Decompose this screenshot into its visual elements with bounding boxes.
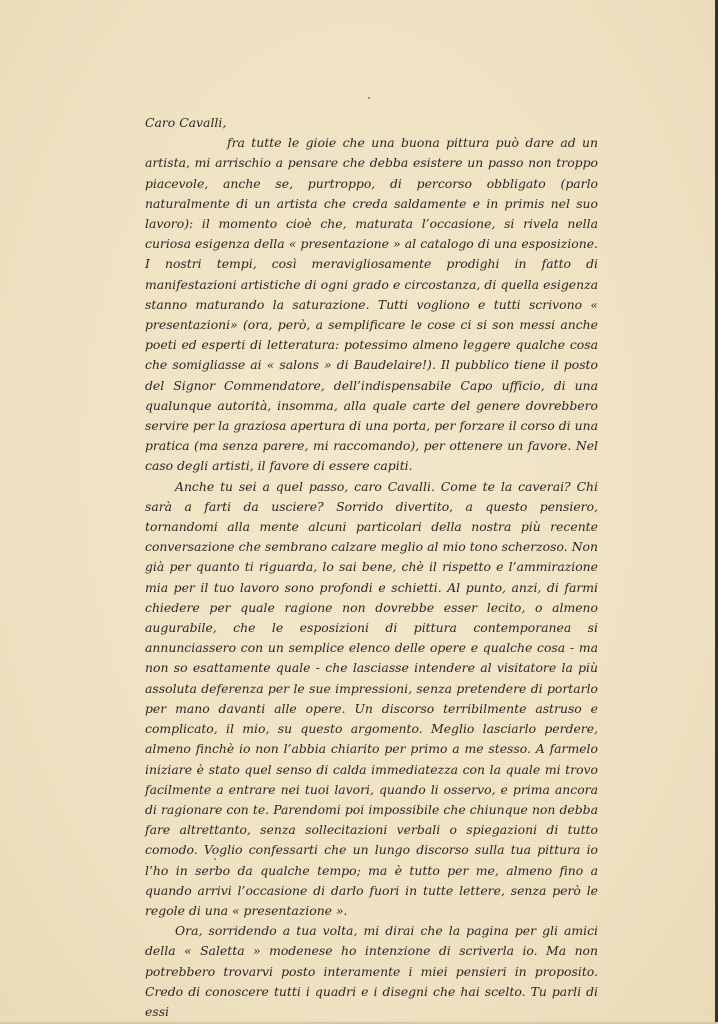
letter-salutation: Caro Cavalli, [145,115,227,130]
letter-body [145,113,598,1022]
paper-speck [368,97,370,99]
letter-paragraph-2: Anche tu sei a quel passo, caro Cavalli. Come te la caverai? Chi sarà a farti da usciere? Sorrido divertito, a questo pensiero, tornandomi alla mente alcuni particolari della nostra più recente conversazione che sembrano calzare meglio al mio tono scherzoso. Non già per quanto ti riguarda, lo sai bene, chè il rispetto e l’ammirazione mia per il tuo lavoro sono profondi e schietti. Al punto, anzi, di farmi chiedere per quale ragione non dovrebbe esser lecito, o almeno augurabile, che le esposizioni di pittura contemporanea si annunciassero con un semplice elenco delle opere e qualche cosa - ma non so esattamente quale - che lasciasse intendere al visitatore la più assoluta deferenza per le sue impressioni, senza pretendere di portarlo per mano davanti alle opere. Un discorso terribilmente astruso e complicato, il mio, su questo argomento. Meglio lasciarlo perdere, almeno finchè io non l’abbia chiarito per primo a me stesso. A farmelo iniziare è stato quel senso di calda immediatezza con la quale mi trovo facilmente a entrare nei tuoi lavori, quando li osservo, e prima ancora di ragionare con te. Parendomi poi impossibile che chiunque non debba fare altrettanto, senza sollecitazioni verbali o spiegazioni di tutto comodo. Voglio confessarti che un lungo discorso sulla tua pittura io l’ho in serbo da qualche tempo; ma è tutto per me, almeno fino a quando arrivi l’occasione di darlo fuori in tutte lettere, senza però le regole di una « presentazione ». [145,478,598,918]
letter-paragraph-1: fra tutte le gioie che una buona pittura può dare ad un artista, mi arrischio a pensare che debba esistere un passo non troppo piacevole, anche se, purtroppo, di percorso obbligato (parlo naturalmente di un artista che creda saldamente e in primis nel suo lavoro): il momento cioè che, maturata l’occasione, si rivela nella curiosa esigenza della « presentazione » al catalogo di una esposizione. I nostri tempi, così meravigliosamente prodighi in fatto di manifestazioni artistiche di ogni grado e circostanza, di quella esigenza stanno maturando la saturazione. Tutti vogliono e tutti scrivono « presentazioni» (ora, però, a semplificare le cose ci si son messi anche poeti ed esperti di letteratura: potessimo almeno leggere qualche cosa che somigliasse ai « salons » di Baudelaire!). Il pubblico tiene il posto del Signor Commendatore, dell’indispensabile Capo ufficio, di una qualunque autorità, insomma, alla quale carte del genere dovrebbero servire per la graziosa apertura di una porta, per forzare il corso di una pratica (ma senza parere, mi raccomando), per ottenere un favore. Nel caso degli artisti, il favore di essere capiti. [145,135,598,474]
letter-paragraph-3: Ora, sorridendo a tua volta, mi dirai che la pagina per gli amici della « Saletta » modenese ho intenzione di scriverla io. Ma non potrebbero trovarvi posto interamente i miei pensieri in proposito. Credo di conoscere tutti i quadri e i disegni che hai scelto. Tu parli di essi [145,923,598,1019]
